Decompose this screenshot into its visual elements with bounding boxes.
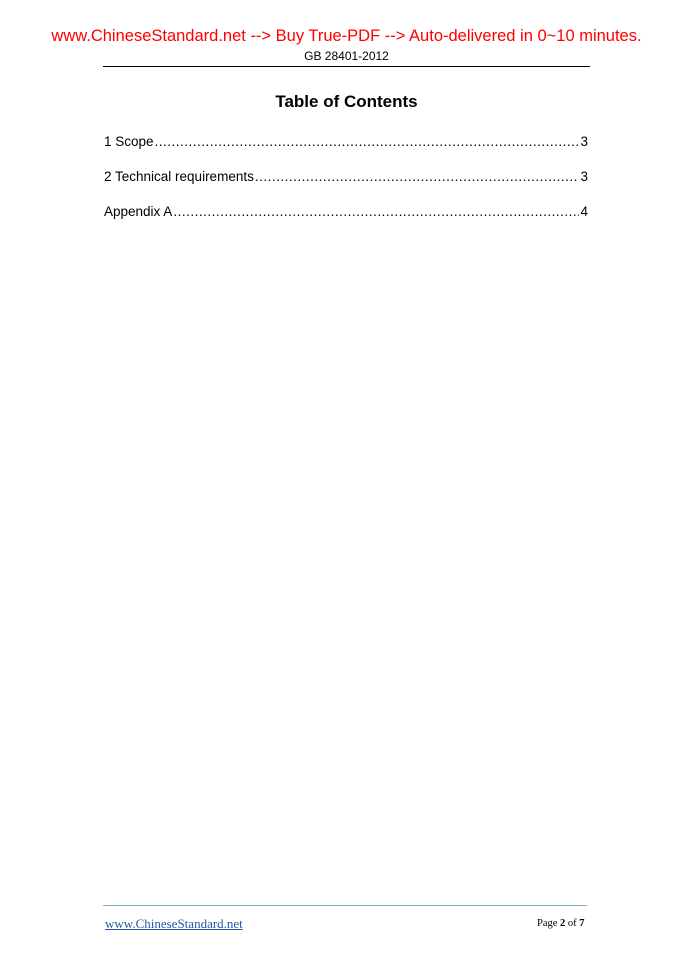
page-current: 2 [560,918,566,929]
toc-entry-scope[interactable] [104,134,588,151]
footer-divider [103,905,587,906]
page-prefix: Page [537,918,558,929]
table-of-contents [104,134,588,239]
toc-entry-page: 4 [580,204,588,219]
toc-entry-appendix-a[interactable] [104,204,588,221]
toc-entry-page: 3 [580,134,588,149]
toc-entry-page: 3 [580,169,588,184]
footer-website-link[interactable]: www.ChineseStandard.net [105,916,243,931]
toc-entry-label: Appendix A [104,204,173,219]
toc-title: Table of Contents [275,92,418,111]
header-divider [103,66,590,67]
toc-leader-dots [255,169,580,184]
promo-banner[interactable]: www.ChineseStandard.net --> Buy True-PDF --> Auto-delivered in 0~10 minutes. [51,27,642,45]
standard-code: GB 28401-2012 [304,49,389,63]
toc-entry-label: 2 Technical requirements [104,169,254,184]
toc-leader-dots [155,134,580,149]
toc-entry-technical-requirements[interactable] [104,169,588,186]
page-total: 7 [579,918,585,929]
toc-leader-dots [173,204,579,219]
page-of: of [567,918,577,929]
page-number [537,918,585,929]
toc-entry-label: 1 Scope [104,134,154,149]
